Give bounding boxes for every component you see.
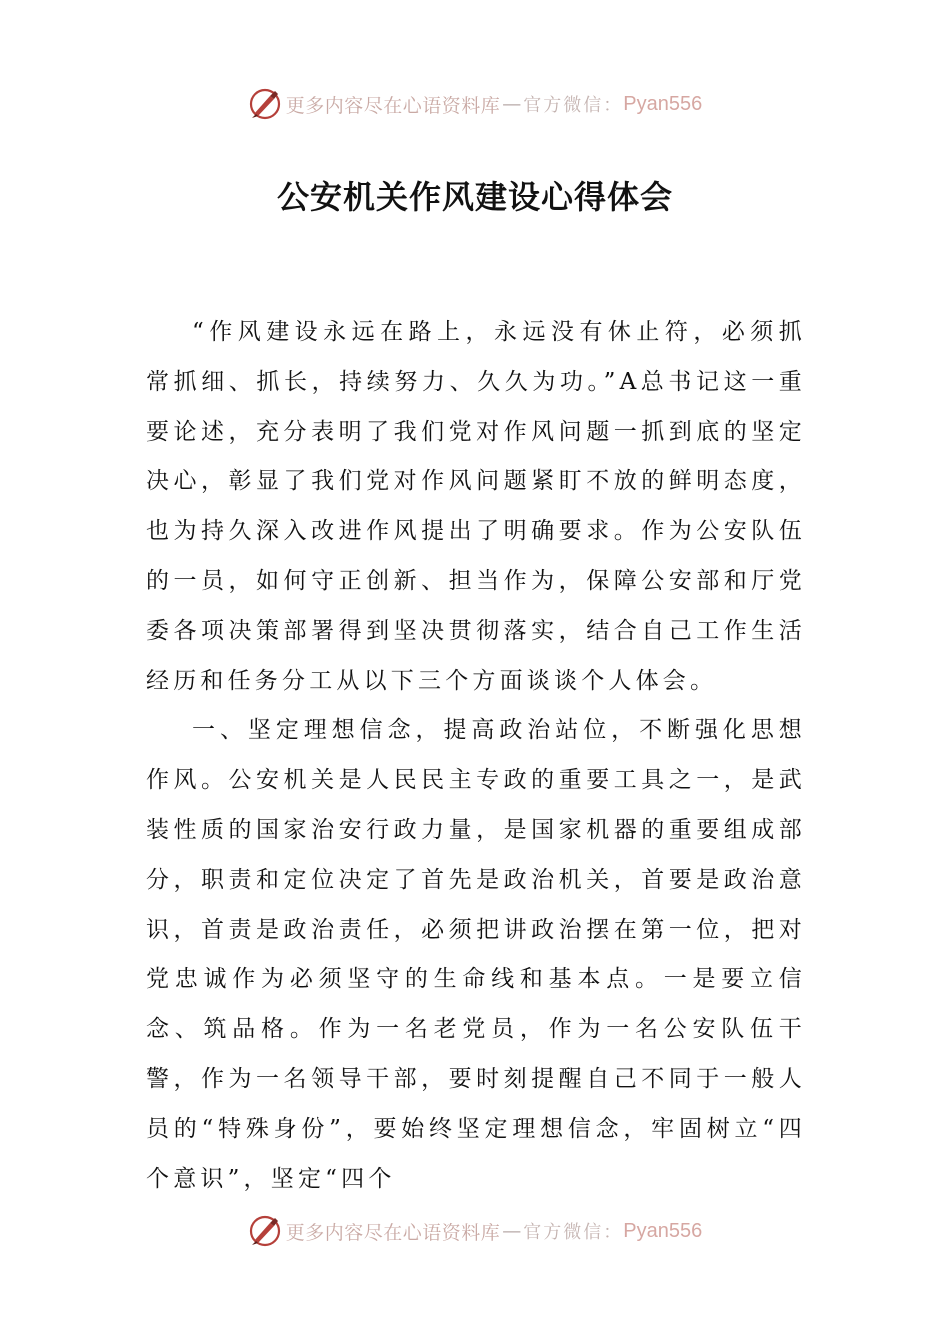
pen-circle-logo-icon <box>248 1214 282 1248</box>
body-paragraph: 一、坚定理想信念，提高政治站位，不断强化思想作风。公安机关是人民民主专政的重要工具之一，是武装性质的国家治安行政力量，是国家机器的重要组成部分，职责和定位决定了首先是政治机关，首要是政治意识，首责是政治责任，必须把讲政治摆在第一位，把对党忠诚作为必须坚守的生命线和基本点。一是要立信念、筑品格。作为一名老党员，作为一名公安队伍干警，作为一名领导干部，要时刻提醒自己不同于一般人员的“特殊身份”，要始终坚定理想信念，牢固树立“四个意识”，坚定“四个 <box>146 717 806 1192</box>
banner-text: 更多内容尽在心语资料库 <box>285 1221 501 1244</box>
banner-text: 更多内容尽在心语资料库 <box>285 94 501 117</box>
pen-circle-logo-icon <box>248 87 282 121</box>
body-paragraph: “作风建设永远在路上，永远没有休止符，必须抓常抓细、抓长，持续努力、久久为功。”A总书记这一重要论述，充分表明了我们党对作风问题一抓到底的坚定决心，彰显了我们党对作风问题紧盯不放的鲜明态度，也为持久深入改进作风提出了明确要求。作为公安队伍的一员，如何守正创新、担当作为，保障公安部和厅党委各项决策部署得到坚决贯彻落实，结合自己工作生活经历和任务分工从以下三个方面谈谈个人体会。 <box>146 319 806 694</box>
banner-dash: — <box>502 93 522 115</box>
document-title: 公安机关作风建设心得体会 <box>276 178 673 216</box>
banner-wechat-id: Pyan556 <box>623 1219 703 1242</box>
header-banner <box>0 84 950 124</box>
banner-dash: — <box>502 1220 522 1242</box>
document-body <box>146 308 806 1204</box>
footer-banner <box>0 1211 950 1251</box>
banner-wechat-label: 官方微信： <box>523 95 624 116</box>
banner-wechat-label: 官方微信： <box>523 1222 624 1243</box>
banner-wechat-id: Pyan556 <box>623 92 703 115</box>
